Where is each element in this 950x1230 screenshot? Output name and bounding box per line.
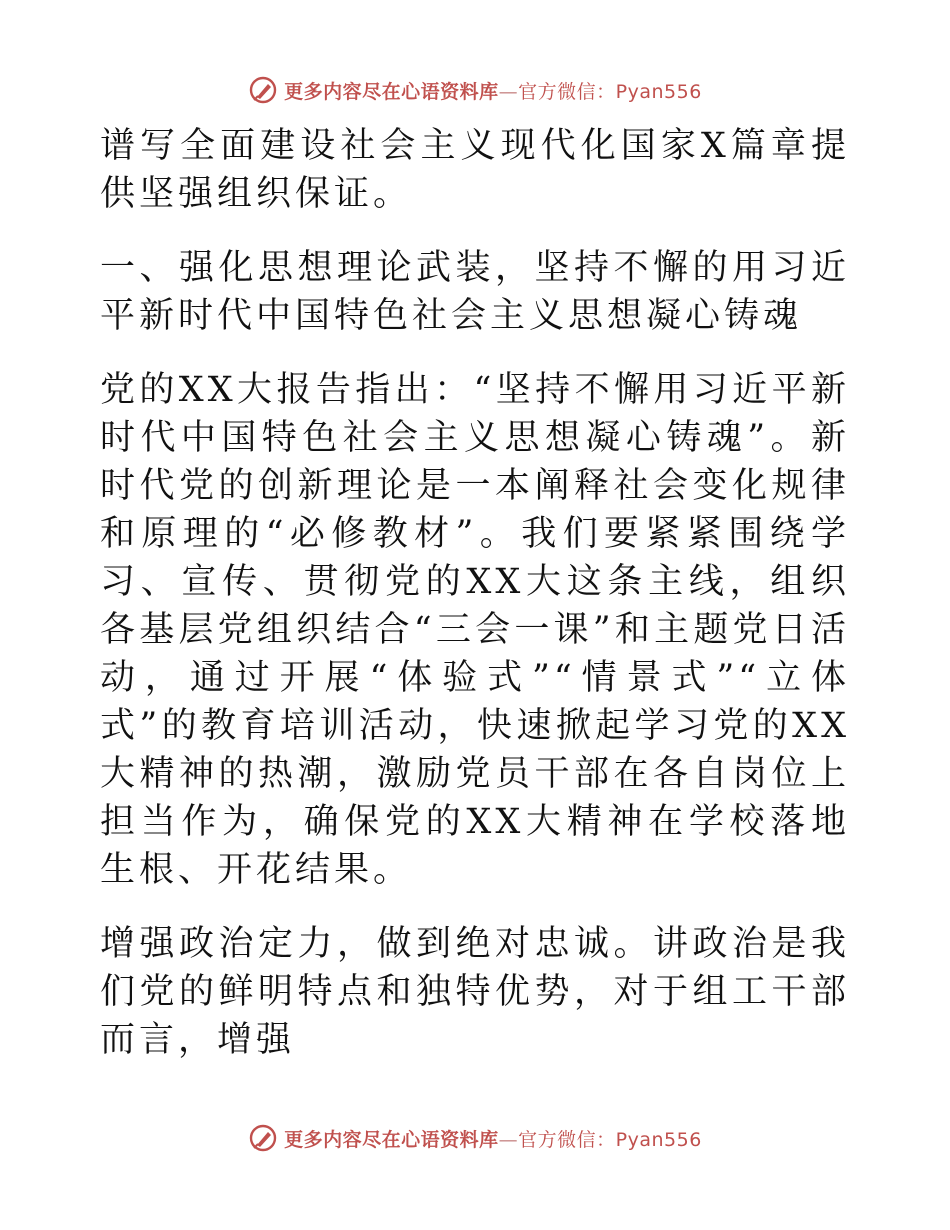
watermark-contact: 官方微信：Pyan556 [518, 1128, 702, 1151]
watermark-contact: 官方微信：Pyan556 [518, 80, 702, 103]
watermark-brand: 更多内容尽在心语资料库 [284, 80, 499, 103]
watermark-separator: — [498, 80, 519, 103]
section-heading: 一、强化思想理论武装，坚持不懈的用习近平新时代中国特色社会主义思想凝心铸魂 [100, 248, 850, 336]
paragraph-report: 党的XX大报告指出：“坚持不懈用习近平新时代中国特色社会主义思想凝心铸魂”。新时代党的创新理论是一本阐释社会变化规律和原理的“必修教材”。我们要紧紧围绕学习、宣传、贯彻党的XX大这条主线，组织各基层党组织结合“三会一课”和主题党日活动，通过开展“体验式”“情景式”“立体式”的教育培训活动，快速掀起学习党的XX大精神的热潮，激励党员干部在各自岗位上担当作为，确保党的XX大精神在学校落地生根、开花结果。 [100, 370, 850, 890]
paragraph-intro: 谱写全面建设社会主义现代化国家X篇章提供坚强组织保证。 [100, 126, 850, 214]
header-watermark [0, 70, 950, 110]
pen-badge-icon [248, 1123, 278, 1153]
document-body [100, 122, 850, 1064]
watermark-separator: — [498, 1128, 519, 1151]
pen-badge-icon [248, 75, 278, 105]
footer-watermark [0, 1118, 950, 1158]
paragraph-politics: 增强政治定力，做到绝对忠诚。讲政治是我们党的鲜明特点和独特优势，对于组工干部而言，增强 [100, 924, 850, 1060]
watermark-brand: 更多内容尽在心语资料库 [284, 1128, 499, 1151]
